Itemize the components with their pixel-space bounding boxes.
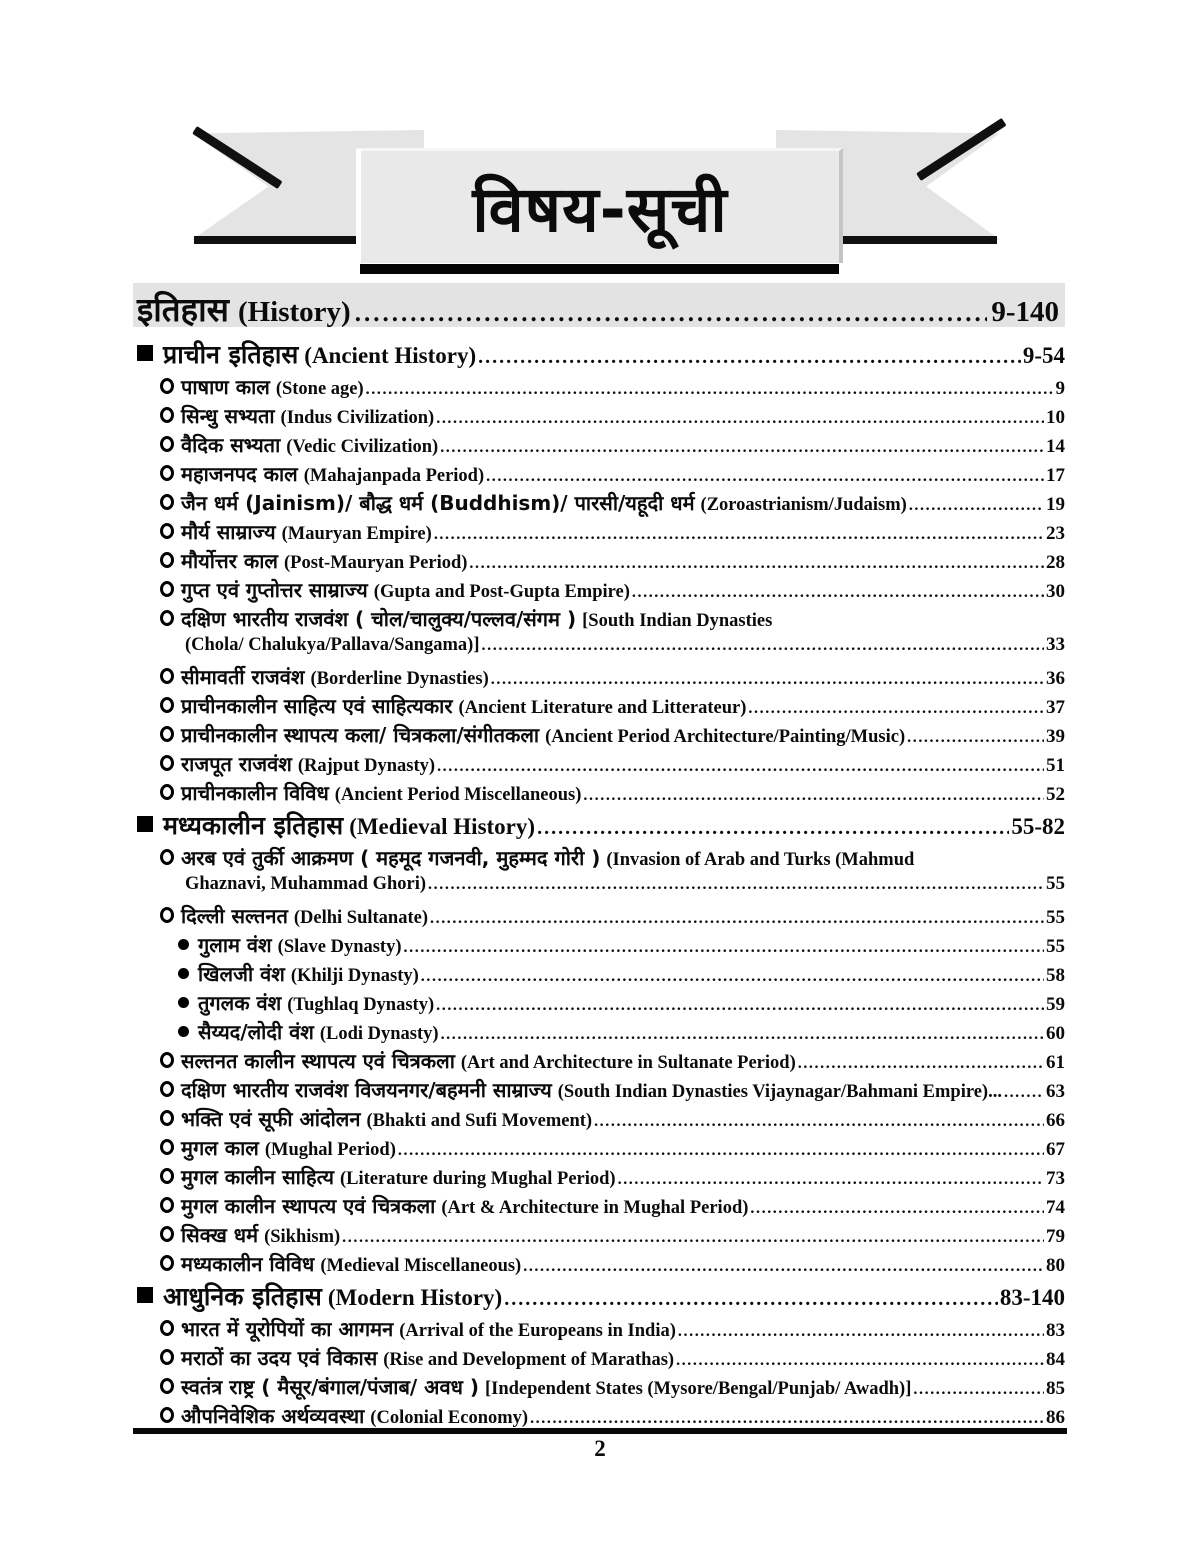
entry-page: 9 <box>1055 378 1065 399</box>
dot-leader <box>434 526 1044 544</box>
entry-title-english: (Medieval Miscellaneous) <box>320 1256 522 1276</box>
dot-leader <box>909 497 1044 515</box>
entry-page: 52 <box>1046 784 1065 805</box>
entry-title-english: (Mauryan Empire) <box>281 524 432 544</box>
entry-page: 51 <box>1046 755 1065 776</box>
square-bullet-icon <box>137 345 153 361</box>
circle-bullet-icon <box>160 494 174 510</box>
toc-content <box>133 283 1065 1431</box>
entry-title-hindi: मौर्योत्तर काल <box>181 549 278 573</box>
circle-bullet-icon <box>160 1255 174 1271</box>
entry-title-english: (Delhi Sultanate) <box>293 908 428 928</box>
dot-leader <box>491 671 1044 689</box>
section-header <box>133 337 1065 373</box>
entry-title-english: (Art & Architecture in Mughal Period) <box>441 1198 749 1218</box>
entry-page: 55 <box>1046 907 1065 928</box>
entry-title-hindi: मुगल कालीन साहित्य <box>181 1165 334 1189</box>
circle-bullet-icon <box>160 1052 174 1068</box>
section-title-english: (Modern History) <box>327 1285 503 1310</box>
entry-title-hindi: अरब एवं तुर्की आक्रमण ( महमूद गजनवी, मुहम्मद गोरी ) <box>181 846 601 870</box>
entry-page: 10 <box>1046 407 1065 428</box>
toc-entry <box>133 663 1065 692</box>
dot-leader <box>440 439 1044 457</box>
toc-entry <box>133 1047 1065 1076</box>
dot-leader <box>482 637 1044 655</box>
dot-leader <box>523 1258 1044 1276</box>
toc-entry <box>133 1134 1065 1163</box>
chapter-page-range: 9-140 <box>991 296 1059 328</box>
dot-leader <box>618 1171 1044 1189</box>
entry-page: 61 <box>1046 1052 1065 1073</box>
entry-title-hindi: मराठों का उदय एवं विकास <box>181 1346 378 1370</box>
footer-rule <box>133 1428 1067 1434</box>
section-page-range: 9-54 <box>1022 343 1065 368</box>
dot-leader <box>1004 1084 1044 1102</box>
toc-entry <box>133 1250 1065 1279</box>
toc-entry <box>133 989 1065 1018</box>
dot-leader <box>430 910 1044 928</box>
entry-page: 67 <box>1046 1139 1065 1160</box>
section-header <box>133 1279 1065 1315</box>
circle-bullet-icon <box>160 465 174 481</box>
entry-title-english: (Gupta and Post-Gupta Empire) <box>373 582 630 602</box>
toc-entry <box>133 1373 1065 1402</box>
toc-entry <box>133 844 1065 873</box>
dot-leader <box>632 584 1044 602</box>
dot-leader <box>428 876 1044 894</box>
entry-page: 79 <box>1046 1226 1065 1247</box>
circle-bullet-icon <box>160 697 174 713</box>
entry-title-english: (Colonial Economy) <box>370 1408 529 1428</box>
toc-entry <box>133 605 1065 634</box>
entry-title-english: (Bhakti and Sufi Movement) <box>366 1111 593 1131</box>
entry-page: 85 <box>1046 1378 1065 1399</box>
entry-title-english: [South Indian Dynasties <box>582 611 773 631</box>
toc-entry <box>133 1163 1065 1192</box>
entry-page: 30 <box>1046 581 1065 602</box>
entry-page: 17 <box>1046 465 1065 486</box>
dot-leader <box>748 700 1044 718</box>
square-bullet-icon <box>137 1287 153 1303</box>
entry-title-hindi: सैय्यद/लोदी वंश <box>198 1020 314 1044</box>
entry-title-hindi: स्वतंत्र राष्ट्र ( मैसूर/बंगाल/पंजाब/ अवध ) <box>181 1375 479 1399</box>
entry-page: 74 <box>1046 1197 1065 1218</box>
entry-page: 84 <box>1046 1349 1065 1370</box>
toc-entry <box>133 518 1065 547</box>
toc-entry <box>133 402 1065 431</box>
entry-title-hindi: मध्यकालीन विविध <box>181 1252 315 1276</box>
entry-page: 66 <box>1046 1110 1065 1131</box>
toc-entry <box>133 1344 1065 1373</box>
entry-page: 73 <box>1046 1168 1065 1189</box>
section-page-range: 55-82 <box>1011 814 1065 839</box>
section-title-english: (Medieval History) <box>349 814 536 839</box>
entry-page: 36 <box>1046 668 1065 689</box>
entry-title-hindi: दक्षिण भारतीय राजवंश ( चोल/चालुक्य/पल्लव/संगम ) <box>181 607 577 631</box>
entry-title-english: (Indus Civilization) <box>280 408 435 428</box>
entry-continuation-text: (Chola/ Chalukya/Pallava/Sangama)] <box>185 635 480 655</box>
entry-title-hindi: सिन्धु सभ्यता <box>181 404 275 428</box>
circle-bullet-icon <box>160 610 174 626</box>
entry-title-hindi: भारत में यूरोपियों का आगमन <box>181 1317 394 1341</box>
dot-leader <box>530 1410 1044 1428</box>
page-title: विषय-सूची <box>356 148 843 263</box>
dot-leader <box>913 1381 1044 1399</box>
toc-entry <box>133 1315 1065 1344</box>
toc-entry <box>133 692 1065 721</box>
entry-title-english: (Post-Mauryan Period) <box>283 553 468 573</box>
circle-bullet-icon <box>160 1110 174 1126</box>
entry-page: 55 <box>1046 936 1065 957</box>
circle-bullet-icon <box>160 1320 174 1336</box>
toc-entry <box>133 489 1065 518</box>
entry-title-english: (Invasion of Arab and Turks (Mahmud <box>606 850 915 870</box>
ribbon-left-shadow-bar <box>194 236 362 244</box>
entry-title-hindi: प्राचीनकालीन स्थापत्य कला/ चित्रकला/संगीतकला <box>181 723 540 747</box>
dot-leader <box>398 1142 1044 1160</box>
entry-title-english: (Borderline Dynasties) <box>310 669 489 689</box>
entry-title-hindi: भक्ति एवं सूफी आंदोलन <box>181 1107 361 1131</box>
dot-leader <box>436 997 1044 1015</box>
entry-title-english: (Sikhism) <box>264 1227 341 1247</box>
circle-bullet-icon <box>160 1197 174 1213</box>
toc-entry <box>133 721 1065 750</box>
dot-leader <box>469 555 1044 573</box>
entry-title-hindi: राजपूत राजवंश <box>181 752 292 776</box>
circle-bullet-icon <box>160 407 174 423</box>
circle-bullet-icon <box>160 1226 174 1242</box>
dot-leader <box>583 787 1044 805</box>
entry-title-english: (Khilji Dynasty) <box>290 966 419 986</box>
entry-page: 19 <box>1046 494 1065 515</box>
dot-leader <box>355 300 988 328</box>
toc-entry <box>133 431 1065 460</box>
entry-page: 60 <box>1046 1023 1065 1044</box>
filled-dot-bullet-icon <box>178 1026 189 1037</box>
entry-title-hindi: सिक्ख धर्म <box>181 1223 259 1247</box>
entry-title-english: (Rise and Development of Marathas) <box>383 1350 675 1370</box>
entry-page: 14 <box>1046 436 1065 457</box>
dot-leader <box>676 1352 1044 1370</box>
entry-title-english: (Ancient Period Architecture/Painting/Music) <box>545 727 906 747</box>
toc-list <box>133 337 1065 1431</box>
chapter-header <box>133 283 1065 327</box>
entry-title-hindi: मुगल काल <box>181 1136 259 1160</box>
toc-entry <box>133 460 1065 489</box>
entry-title-hindi: पाषाण काल <box>181 375 270 399</box>
dot-leader <box>798 1055 1044 1073</box>
entry-page: 59 <box>1046 994 1065 1015</box>
toc-entry <box>133 547 1065 576</box>
circle-bullet-icon <box>160 1378 174 1394</box>
entry-title-english: [Independent States (Mysore/Bengal/Punjab/ Awadh)] <box>484 1379 912 1399</box>
entry-title-english: (Art and Architecture in Sultanate Period) <box>460 1053 796 1073</box>
toc-entry-continuation <box>133 634 1065 663</box>
circle-bullet-icon <box>160 378 174 394</box>
toc-entry <box>133 373 1065 402</box>
section-page-range: 83-140 <box>999 1285 1065 1310</box>
toc-entry <box>133 1221 1065 1250</box>
entry-title-hindi: प्राचीनकालीन साहित्य एवं साहित्यकार <box>181 694 453 718</box>
dot-leader <box>486 468 1044 486</box>
section-title-hindi: आधुनिक इतिहास <box>163 1282 322 1311</box>
filled-dot-bullet-icon <box>178 997 189 1008</box>
toc-entry <box>133 750 1065 779</box>
dot-leader <box>594 1113 1044 1131</box>
section-title-hindi: प्राचीन इतिहास <box>163 340 299 369</box>
circle-bullet-icon <box>160 552 174 568</box>
entry-title-hindi: मुगल कालीन स्थापत्य एवं चित्रकला <box>181 1194 436 1218</box>
entry-title-english: (Stone age) <box>275 379 364 399</box>
dot-leader <box>421 968 1044 986</box>
entry-page: 58 <box>1046 965 1065 986</box>
entry-page: 63 <box>1046 1081 1065 1102</box>
entry-page: 33 <box>1046 634 1065 655</box>
entry-title-hindi: मौर्य साम्राज्य <box>181 520 276 544</box>
dot-leader <box>750 1200 1044 1218</box>
entry-title-hindi: गुलाम वंश <box>198 933 272 957</box>
entry-page: 55 <box>1046 873 1065 894</box>
dot-leader <box>678 1323 1044 1341</box>
toc-entry <box>133 1076 1065 1105</box>
entry-page: 39 <box>1046 726 1065 747</box>
toc-entry-continuation <box>133 873 1065 902</box>
circle-bullet-icon <box>160 1081 174 1097</box>
circle-bullet-icon <box>160 1168 174 1184</box>
entry-page: 86 <box>1046 1407 1065 1428</box>
dot-leader <box>437 758 1044 776</box>
entry-page: 23 <box>1046 523 1065 544</box>
entry-title-english: (Rajput Dynasty) <box>297 756 436 776</box>
entry-title-english: (Ancient Literature and Litterateur) <box>458 698 747 718</box>
toc-entry <box>133 960 1065 989</box>
entry-title-hindi: खिलजी वंश <box>198 962 285 986</box>
toc-entry <box>133 576 1065 605</box>
filled-dot-bullet-icon <box>178 968 189 979</box>
entry-title-english: (Lodi Dynasty) <box>319 1024 439 1044</box>
toc-entry <box>133 1105 1065 1134</box>
entry-title-hindi: दक्षिण भारतीय राजवंश विजयनगर/बहमनी साम्राज्य <box>181 1078 552 1102</box>
circle-bullet-icon <box>160 755 174 771</box>
entry-title-english: (Mughal Period) <box>264 1140 396 1160</box>
section-title-english: (Ancient History) <box>304 343 477 368</box>
circle-bullet-icon <box>160 784 174 800</box>
ribbon-right-shadow-bar <box>841 236 997 244</box>
entry-title-hindi: तुगलक वंश <box>198 991 282 1015</box>
dot-leader <box>436 410 1044 428</box>
entry-title-hindi: औपनिवेशिक अर्थव्यवस्था <box>181 1404 365 1428</box>
circle-bullet-icon <box>160 849 174 865</box>
title-ribbon <box>0 0 1200 280</box>
dot-leader <box>366 381 1054 399</box>
entry-title-english: (Vedic Civilization) <box>286 437 439 457</box>
dot-leader <box>342 1229 1044 1247</box>
entry-title-english: (South Indian Dynasties Vijaynagar/Bahmani Empire)... <box>557 1082 1002 1102</box>
circle-bullet-icon <box>160 1139 174 1155</box>
toc-entry <box>133 1018 1065 1047</box>
toc-entry <box>133 931 1065 960</box>
circle-bullet-icon <box>160 1349 174 1365</box>
title-underline <box>360 264 839 274</box>
entry-title-hindi: महाजनपद काल <box>181 462 298 486</box>
filled-dot-bullet-icon <box>178 939 189 950</box>
dot-leader <box>537 817 1009 840</box>
entry-title-hindi: सल्तनत कालीन स्थापत्य एवं चित्रकला <box>181 1049 455 1073</box>
square-bullet-icon <box>137 816 153 832</box>
circle-bullet-icon <box>160 581 174 597</box>
circle-bullet-icon <box>160 1407 174 1423</box>
entry-title-hindi: सीमावर्ती राजवंश <box>181 665 305 689</box>
entry-title-hindi: दिल्ली सल्तनत <box>181 904 288 928</box>
entry-title-hindi: प्राचीनकालीन विविध <box>181 781 329 805</box>
entry-title-hindi: गुप्त एवं गुप्तोत्तर साम्राज्य <box>181 578 368 602</box>
dot-leader <box>404 939 1044 957</box>
dot-leader <box>504 1288 998 1311</box>
dot-leader <box>441 1026 1044 1044</box>
entry-title-hindi: जैन धर्म (Jainism)/ बौद्ध धर्म (Buddhism)/ पारसी/यहूदी धर्म <box>181 491 695 515</box>
entry-continuation-text: Ghaznavi, Muhammad Ghori) <box>185 874 427 894</box>
circle-bullet-icon <box>160 907 174 923</box>
toc-entry <box>133 1402 1065 1431</box>
entry-title-english: (Slave Dynasty) <box>277 937 402 957</box>
dot-leader <box>907 729 1044 747</box>
chapter-title-english: (History) <box>237 296 351 328</box>
toc-entry <box>133 1192 1065 1221</box>
circle-bullet-icon <box>160 436 174 452</box>
entry-page: 37 <box>1046 697 1065 718</box>
chapter-title-hindi: इतिहास <box>137 290 229 329</box>
circle-bullet-icon <box>160 726 174 742</box>
section-header <box>133 808 1065 844</box>
entry-page: 83 <box>1046 1320 1065 1341</box>
entry-title-english: (Zoroastrianism/Judaism) <box>700 495 907 515</box>
entry-title-english: (Ancient Period Miscellaneous) <box>334 785 582 805</box>
entry-title-hindi: वैदिक सभ्यता <box>181 433 281 457</box>
circle-bullet-icon <box>160 523 174 539</box>
circle-bullet-icon <box>160 668 174 684</box>
entry-page: 80 <box>1046 1255 1065 1276</box>
entry-title-english: (Arrival of the Europeans in India) <box>399 1321 676 1341</box>
entry-title-english: (Mahajanpada Period) <box>303 466 485 486</box>
entry-title-english: (Literature during Mughal Period) <box>340 1169 616 1189</box>
page-number: 2 <box>594 1436 606 1461</box>
dot-leader <box>478 346 1021 369</box>
toc-entry <box>133 902 1065 931</box>
toc-entry <box>133 779 1065 808</box>
entry-title-english: (Tughlaq Dynasty) <box>287 995 435 1015</box>
entry-page: 28 <box>1046 552 1065 573</box>
section-title-hindi: मध्यकालीन इतिहास <box>163 811 344 840</box>
